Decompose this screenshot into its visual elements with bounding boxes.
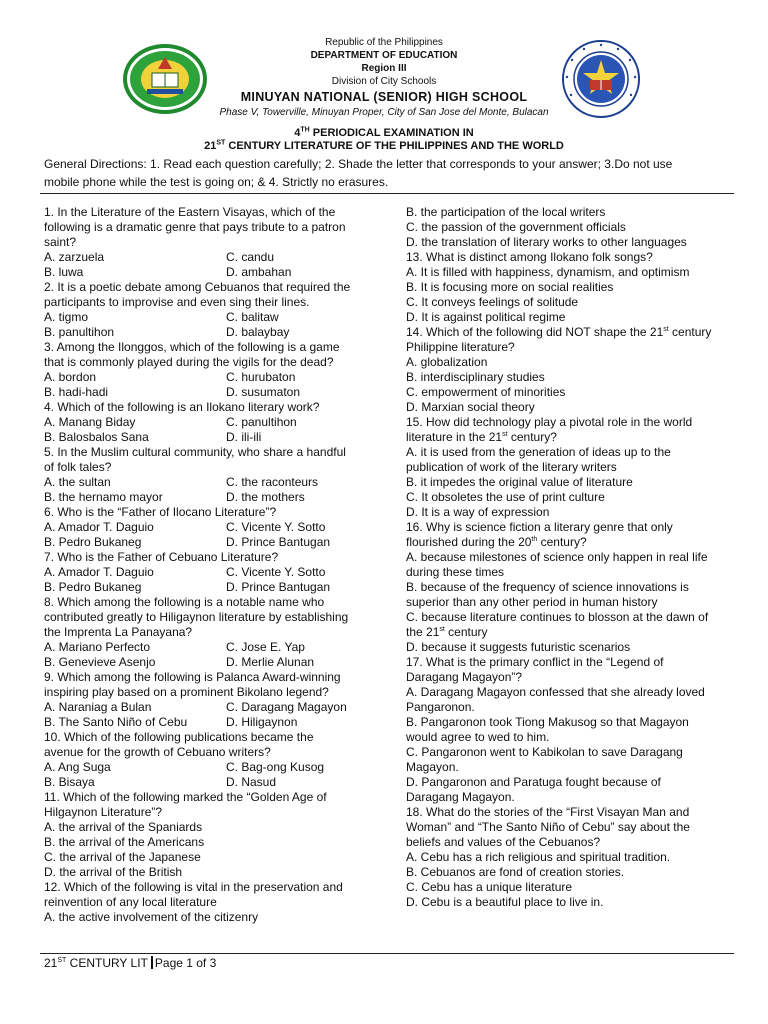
- option: C. Bag-ong Kusog: [226, 760, 325, 774]
- question-3: 3. Among the Ilonggos, which of the following is a game that is commonly played during the vigils for the dead? A. bordon C. hurubaton B. hadi-hadi D. susumaton: [44, 340, 340, 399]
- question-10: 10. Which of the following publications became the avenue for the growth of Cebuano writers? A. Ang Suga C. Bag-ong Kusog B. Bisaya D. Nasud: [44, 730, 325, 789]
- option: D. It is against political regime: [406, 310, 566, 324]
- general-directions: General Directions: 1. Read each question carefully; 2. Shade the letter that corresponds to your answer; 3.Do not use mobile phone while the test is going on; & 4. Strictly no erasures.: [44, 157, 673, 189]
- question-5: 5. In the Muslim cultural community, who share a handful of folk tales? A. the sultan C. the raconteurs B. the hernamo mayor D. the mothers: [44, 445, 346, 504]
- question-15: 15. How did technology play a pivotal role in the world literature in the 21st century? A. it is used from the generation of ideas up to the publication of work of the literary writers B. it impedes the original value of literature C. It obsoletes the use of print culture D. It is a way of expression: [406, 415, 728, 520]
- option: A. Manang Biday: [44, 415, 136, 429]
- option: B. it impedes the original value of literature: [406, 475, 633, 489]
- option: C. the raconteurs: [226, 475, 319, 489]
- option: A. the active involvement of the citizenry: [44, 910, 259, 924]
- page-footer: 21ST CENTURY LIT Page 1 of 3: [44, 956, 217, 970]
- option: C. Vicente Y. Sotto: [226, 565, 326, 579]
- question-16: 16. Why is science fiction a literary genre that only flourished during the 20th century? A. because milestones of science only happen in real life during these times B. because of the frequency of science innovations is superior than any other period in human history C. because literature continues to blosson at the dawn of the 21st century D. because it suggests futuristic scenarios: [406, 520, 728, 655]
- option: D. the translation of literary works to other languages: [406, 235, 687, 249]
- department-line: DEPARTMENT OF EDUCATION: [310, 50, 458, 61]
- option: B. interdisciplinary studies: [406, 370, 545, 384]
- question-1: 1. In the Literature of the Eastern Visayas, which of the following is a dramatic genre that pays tribute to a patron saint? A. zarzuela C. candu B. luwa D. ambahan: [44, 205, 346, 279]
- questions-left-column: [44, 205, 364, 925]
- option: D. Hiligaynon: [226, 715, 298, 729]
- option: B. Balosbalos Sana: [44, 430, 149, 444]
- option: A. the arrival of the Spaniards: [44, 820, 203, 834]
- option: A. bordon: [44, 370, 97, 384]
- question-13: 13. What is distinct among Ilokano folk songs? A. It is filled with happiness, dynamism, and optimism B. It is focusing more on social realities C. It conveys feelings of solitude D. It is against political regime: [406, 250, 728, 325]
- question-8: 8. Which among the following is a notable name who contributed greatly to Hiligaynon literature by establishing the Imprenta La Panayana? A. Mariano Perfecto C. Jose E. Yap B. Genevieve Asenjo D. Merlie Alunan: [44, 595, 349, 669]
- option: C. the passion of the government officials: [406, 220, 626, 234]
- option: B. the participation of the local writers: [406, 205, 606, 219]
- option: D. Merlie Alunan: [226, 655, 315, 669]
- option: A. Mariano Perfecto: [44, 640, 151, 654]
- option: C. because literature continues to blosson at the dawn of: [406, 610, 709, 624]
- question-11: 11. Which of the following marked the “Golden Age of Hilgaynon Literature”? A. the arrival of the Spaniards B. the arrival of the Americans C. the arrival of the Japanese D. the arrival of the British: [44, 790, 364, 880]
- option: A. It is filled with happiness, dynamism, and optimism: [406, 265, 690, 279]
- option: D. because it suggests futuristic scenarios: [406, 640, 631, 654]
- option: C. Cebu has a unique literature: [406, 880, 573, 894]
- option: A. Amador T. Daguio: [44, 520, 154, 534]
- option: C. hurubaton: [226, 370, 296, 384]
- option: A. Cebu has a rich religious and spiritual tradition.: [406, 850, 671, 864]
- option: C. It obsoletes the use of print culture: [406, 490, 605, 504]
- option: C. the arrival of the Japanese: [44, 850, 201, 864]
- document-header: [0, 36, 768, 153]
- option: A. zarzuela: [44, 250, 105, 264]
- question-18: 18. What do the stories of the “First Visayan Man and Woman” and “The Santo Niño of Cebu” say about the beliefs and values of the Cebuanos? A. Cebu has a rich religious and spiritual tradition. B. Cebuanos are fond of creation stories. C. Cebu has a unique literature D. Cebu is a beautiful place to live in.: [406, 805, 728, 910]
- republic-line: Republic of the Philippines: [325, 37, 443, 48]
- option: B. The Santo Niño of Cebu: [44, 715, 188, 729]
- option: D. Prince Bantugan: [226, 580, 331, 594]
- question-9: 9. Which among the following is Palanca Award-winning inspiring play based on a prominent Bikolano legend? A. Naraniag a Bulan C. Daragang Magayon B. The Santo Niño of Cebu D. Hiligaynon: [44, 670, 347, 729]
- option: D. Cebu is a beautiful place to live in.: [406, 895, 604, 909]
- option: A. Amador T. Daguio: [44, 565, 154, 579]
- option: B. Pedro Bukaneg: [44, 580, 142, 594]
- question-7: 7. Who is the Father of Cebuano Literature? A. Amador T. Daguio C. Vicente Y. Sotto B. Pedro Bukaneg D. Prince Bantugan: [44, 550, 331, 594]
- option: C. Daragang Magayon: [226, 700, 347, 714]
- option: D. Nasud: [226, 775, 277, 789]
- option: B. Cebuanos are fond of creation stories.: [406, 865, 625, 879]
- option: A. because milestones of science only happen in real life: [406, 550, 708, 564]
- option: A. the sultan: [44, 475, 111, 489]
- option: A. Daragang Magayon confessed that she already loved: [406, 685, 705, 699]
- option: C. panultihon: [226, 415, 297, 429]
- option: B. Bisaya: [44, 775, 95, 789]
- option: D. the mothers: [226, 490, 305, 504]
- option: D. ambahan: [226, 265, 292, 279]
- option: D. ili-ili: [226, 430, 262, 444]
- option: B. the arrival of the Americans: [44, 835, 205, 849]
- option: D. It is a way of expression: [406, 505, 550, 519]
- option: B. because of the frequency of science innovations is: [406, 580, 689, 594]
- school-name: MINUYAN NATIONAL (SENIOR) HIGH SCHOOL: [240, 90, 528, 104]
- question-14: 14. Which of the following did NOT shape the 21st century Philippine literature? A. globalization B. interdisciplinary studies C. empowerment of minorities D. Marxian social theory: [406, 325, 728, 415]
- option: B. luwa: [44, 265, 84, 279]
- exam-title: 4TH PERIODICAL EXAMINATION IN: [294, 126, 474, 139]
- option: B. Pedro Bukaneg: [44, 535, 142, 549]
- option: B. the hernamo mayor: [44, 490, 163, 504]
- question-6: 6. Who is the “Father of Ilocano Literature”? A. Amador T. Daguio C. Vicente Y. Sotto B. Pedro Bukaneg D. Prince Bantugan: [44, 505, 331, 549]
- option: C. It conveys feelings of solitude: [406, 295, 579, 309]
- division-line: Division of City Schools: [331, 76, 437, 87]
- option: C. empowerment of minorities: [406, 385, 566, 399]
- option: D. Marxian social theory: [406, 400, 535, 414]
- questions-right-column: [406, 205, 728, 910]
- option: B. panultihon: [44, 325, 115, 339]
- school-address: Phase V, Towerville, Minuyan Proper, City of San Jose del Monte, Bulacan: [219, 107, 549, 118]
- option: C. Vicente Y. Sotto: [226, 520, 326, 534]
- question-12-continued: [406, 205, 728, 250]
- option: C. balitaw: [226, 310, 279, 324]
- question-2: 2. It is a poetic debate among Cebuanos that required the participants to improvise and even sing their lines. A. tigmo C. balitaw B. panultihon D. balaybay: [44, 280, 351, 339]
- option: D. Prince Bantugan: [226, 535, 331, 549]
- option: A. Naraniag a Bulan: [44, 700, 152, 714]
- header-divider: [40, 193, 734, 194]
- option: A. it is used from the generation of ideas up to the: [406, 445, 671, 459]
- option: B. It is focusing more on social realities: [406, 280, 614, 294]
- option: B. Genevieve Asenjo: [44, 655, 156, 669]
- option: B. hadi-hadi: [44, 385, 109, 399]
- option: A. Ang Suga: [44, 760, 111, 774]
- region-line: Region III: [361, 63, 407, 74]
- option: D. Pangaronon and Paratuga fought because of: [406, 775, 661, 789]
- option: D. balaybay: [226, 325, 290, 339]
- question-12: 12. Which of the following is vital in the preservation and reinvention of any local literature A. the active involvement of the citizenry: [44, 880, 364, 925]
- footer-divider: [40, 953, 734, 954]
- option: B. Pangaronon took Tiong Makusog so that Magayon: [406, 715, 689, 729]
- option: D. the arrival of the British: [44, 865, 183, 879]
- question-17: 17. What is the primary conflict in the “Legend of Daragang Magayon”? A. Daragang Magayon confessed that she already loved Pangaronon. B. Pangaronon took Tiong Makusog so that Magayon would agree to wed to him. C. Pangaronon went to Kabikolan to save Daragang Magayon. D. Pangaronon and Paratuga fought because of Daragang Magayon.: [406, 655, 728, 805]
- exam-subject: 21ST CENTURY LITERATURE OF THE PHILIPPINES AND THE WORLD: [204, 139, 564, 152]
- option: C. candu: [226, 250, 275, 264]
- option: A. globalization: [406, 355, 488, 369]
- question-4: 4. Which of the following is an Ilokano literary work? A. Manang Biday C. panultihon B. Balosbalos Sana D. ili-ili: [44, 400, 320, 444]
- option: D. susumaton: [226, 385, 301, 399]
- option: C. Pangaronon went to Kabikolan to save Daragang: [406, 745, 683, 759]
- option: A. tigmo: [44, 310, 89, 324]
- page-number: Page 1 of 3: [154, 956, 217, 970]
- option: C. Jose E. Yap: [226, 640, 305, 654]
